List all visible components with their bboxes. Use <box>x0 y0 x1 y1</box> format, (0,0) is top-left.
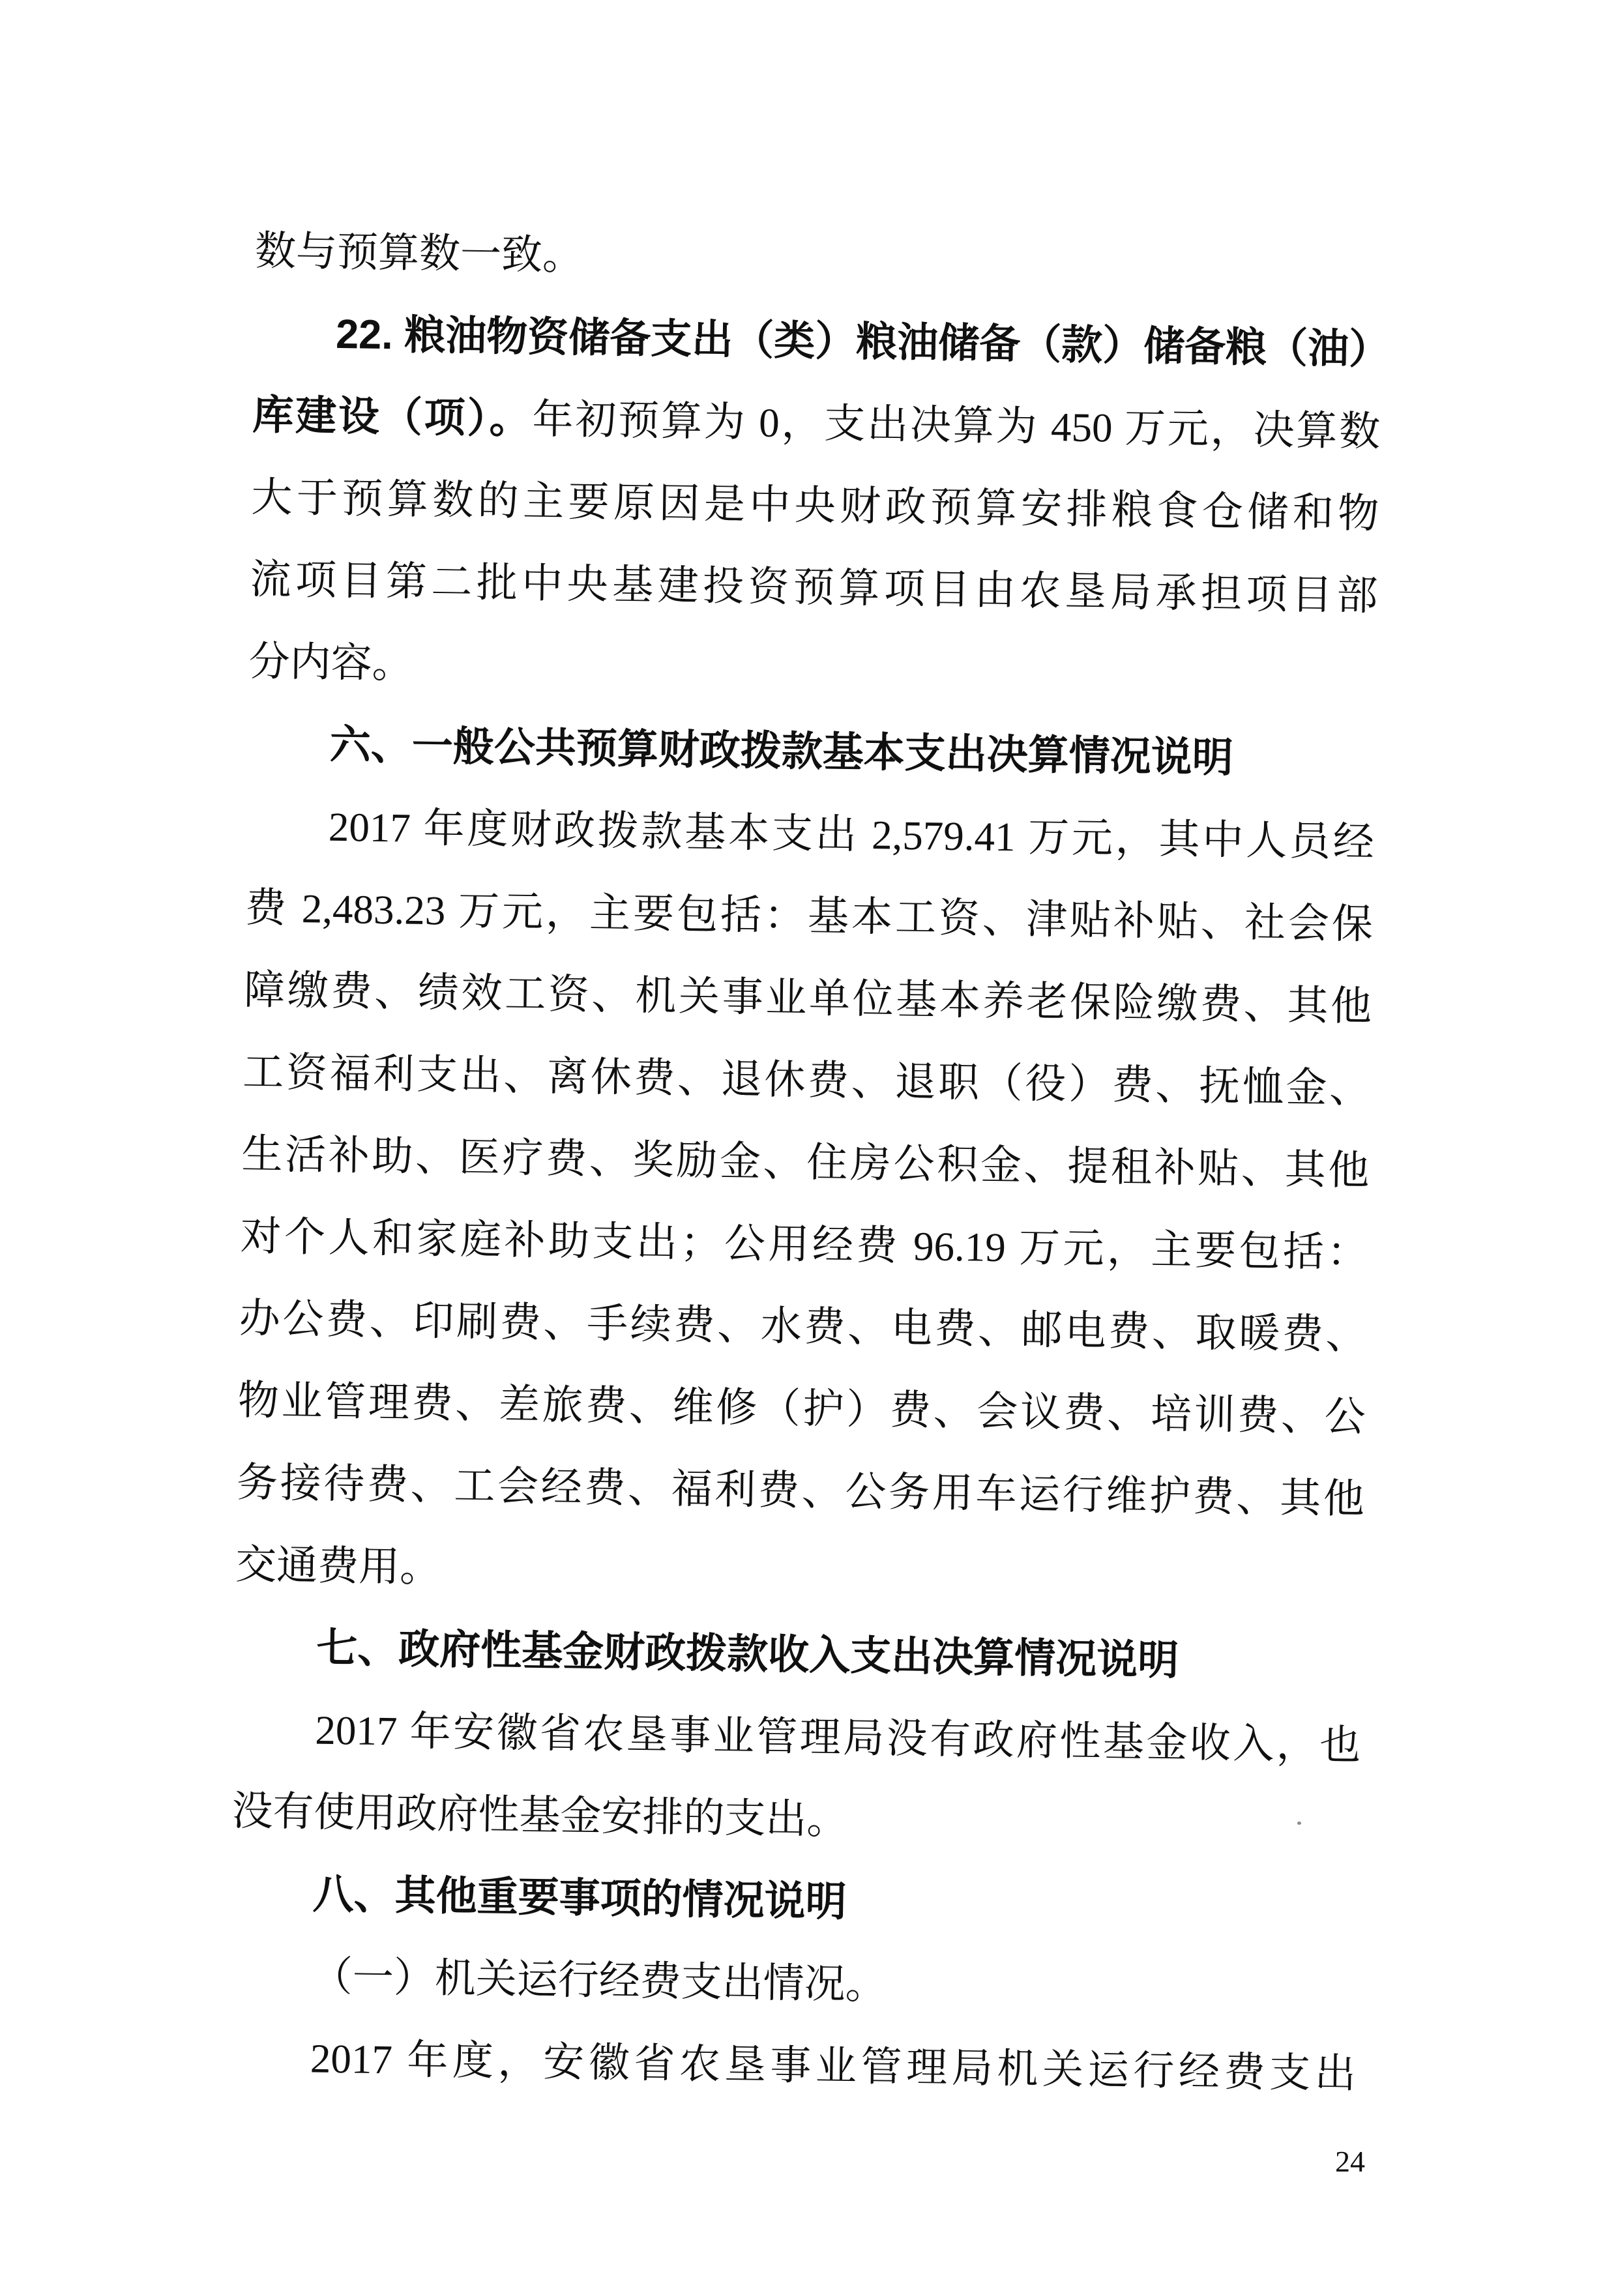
page-number: 24 <box>1335 2145 1365 2178</box>
document-line: 交通费用。 <box>235 1541 441 1591</box>
subsection-heading-1: （一）机关运行经费支出情况。 <box>311 1953 887 2008</box>
document-line: 务接待费、工会经费、福利费、公务用车运行维护费、其他 <box>236 1459 1365 1522</box>
document-line: 工资福利支出、离休费、退休费、退职（役）费、抚恤金、 <box>242 1049 1371 1112</box>
document-line: 大于预算数的主要原因是中央财政预算安排粮食仓储和物 <box>250 474 1379 537</box>
document-line: 办公费、印刷费、手续费、水费、电费、邮电费、取暖费、 <box>239 1295 1368 1358</box>
document-line: 费 2,483.23 万元，主要包括：基本工资、津贴补贴、社会保 <box>244 884 1374 948</box>
document-line: 2017 年安徽省农垦事业管理局没有政府性基金收入，也 <box>314 1707 1361 1769</box>
text-run: 年初预算为 0，支出决算为 450 万元，决算数 <box>532 396 1381 455</box>
document-line-item-22: 22. 粮油物资储备支出（类）粮油储备（款）储备粮（油） <box>335 311 1390 373</box>
section-heading-7: 七、政府性基金财政拨款收入支出决算情况说明 <box>316 1625 1179 1684</box>
document-line: 没有使用政府性基金安排的支出。 <box>231 1788 848 1843</box>
document-line: 对个人和家庭补助支出；公用经费 96.19 万元，主要包括： <box>240 1213 1368 1276</box>
document-line: 障缴费、绩效工资、机关事业单位基本养老保险缴费、其他 <box>243 966 1372 1030</box>
bold-run: 库建设（项）。 <box>252 392 533 443</box>
document-line: 2017 年度财政拨款基本支出 2,579.41 万元，其中人员经 <box>328 804 1375 865</box>
document-content <box>228 210 1390 2115</box>
document-line: 流项目第二批中央基建投资预算项目由农垦局承担项目部 <box>250 556 1378 619</box>
document-line: 分内容。 <box>248 638 414 687</box>
document-line: 2017 年度，安徽省农垦事业管理局机关运行经费支出 <box>310 2035 1357 2097</box>
document-line: 数与预算数一致。 <box>254 227 584 279</box>
document-line: 生活补助、医疗费、奖励金、住房公积金、提租补贴、其他 <box>241 1131 1370 1194</box>
section-heading-6: 六、一般公共预算财政拨款基本支出决算情况说明 <box>329 721 1234 781</box>
section-heading-8: 八、其他重要事项的情况说明 <box>312 1871 847 1925</box>
document-line: 物业管理费、差旅费、维修（护）费、会议费、培训费、公 <box>237 1377 1366 1440</box>
scan-speck <box>1297 1822 1301 1825</box>
